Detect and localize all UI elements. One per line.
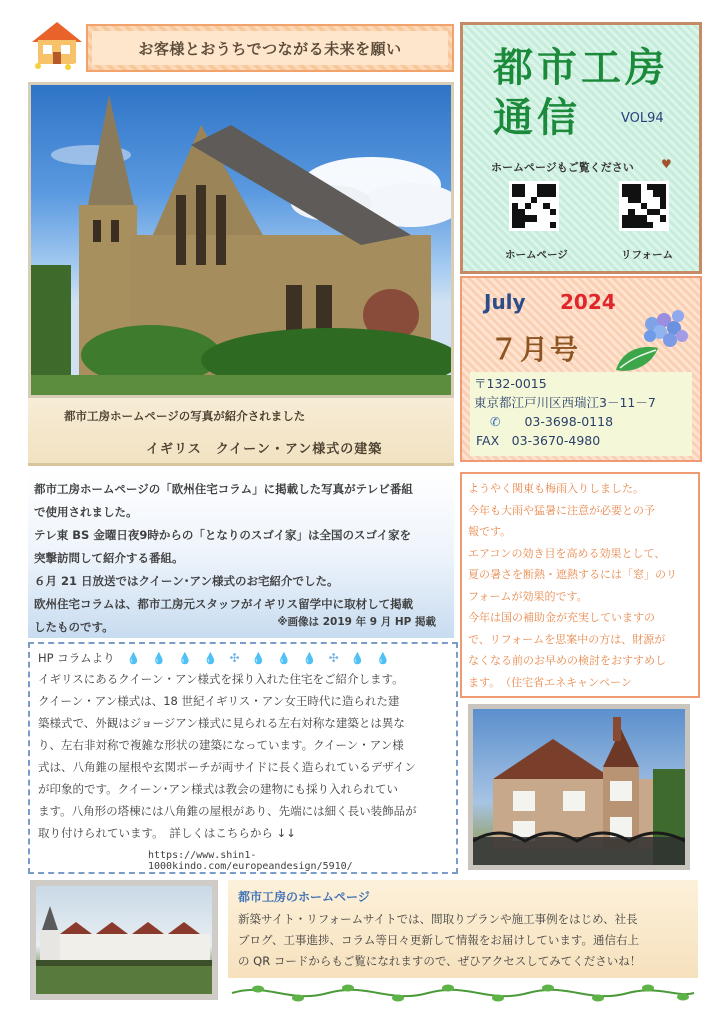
qr-code-homepage[interactable]: [509, 181, 559, 231]
slogan-banner: [86, 24, 454, 72]
volume-number: VOL94: [621, 111, 664, 126]
promo-body: [238, 909, 688, 972]
caption-main: イギリス クイーン・アン様式の建築: [146, 442, 383, 457]
raindrop-icon: 💧: [203, 651, 218, 665]
image-note: ※画像は 2019 年 9 月 HP 掲載: [277, 616, 436, 628]
fax: FAX 03-3670-4980: [476, 433, 601, 448]
contact-box: [470, 372, 692, 456]
season-line: エアコンの効き目を高める効果として、: [468, 546, 666, 560]
street-houses-photo: [30, 880, 218, 1000]
hp-column-body: [38, 668, 448, 844]
raindrop-icon: 💧: [126, 651, 141, 665]
raindrop-icon: 💧: [302, 651, 317, 665]
promo-line: 新築サイト・リフォームサイトでは、間取りプランや施工事例をはじめ、社長: [238, 912, 638, 926]
season-line: で、リフォームを思案中の方は、財源が: [468, 632, 666, 646]
hp-line: り、左右非対称で複雑な形状の建築になっています。クイーン・アン様: [38, 738, 404, 752]
qr-code-reform[interactable]: [619, 181, 669, 231]
hp-line: が印象的です。クイーン･アン様式は教会の建物にも採り入れられてい: [38, 782, 399, 796]
house-logo: [30, 20, 84, 70]
homepage-promo: [228, 880, 698, 978]
season-line: ます。 （住宅省エネキャンペーン: [468, 675, 632, 689]
tv-line: テレ東 BS 金曜日夜9時からの「となりのスゴイ家」は全国のスゴイ家を: [34, 528, 412, 542]
tv-line: したものです。: [34, 620, 114, 634]
newsletter-title: 都市工房 通信: [493, 45, 669, 141]
queen-anne-house-photo: [468, 704, 690, 870]
newsletter-title-box: [460, 22, 702, 274]
sparkle-icon: ✣: [229, 651, 240, 665]
phone-icon: ✆: [490, 414, 501, 429]
address: 東京都江戸川区西瑞江3－11－7: [474, 395, 656, 410]
see-homepage-text: ホームページもご覧ください: [491, 161, 634, 174]
season-line: 今年も大雨や猛暑に注意が必要との予: [468, 503, 655, 517]
season-line: ようやく関東も梅雨入りしました。: [468, 482, 644, 495]
raindrop-icon: 💧: [376, 651, 391, 665]
hp-line: 取り付けられています。 詳しくはこちらから ↓↓: [38, 826, 296, 840]
tv-line: ６月 21 日放送ではクイーン･アン様式のお宅紹介でした。: [34, 574, 339, 588]
heart-icon: ♥: [661, 157, 672, 171]
promo-title: 都市工房のホームページ: [238, 890, 370, 904]
issue-year: 2024: [560, 290, 616, 314]
hp-line: イギリスにあるクイーン・アン様式を採り入れた住宅をご紹介します。: [38, 672, 404, 686]
caption-top: 都市工房ホームページの写真が紹介されました: [64, 409, 306, 423]
season-message: [460, 472, 700, 698]
hp-column-url[interactable]: https://www.shin1-1000kindo.com/europeandesign/5910/: [148, 850, 353, 872]
season-line: 今年は国の補助金が充実していますの: [468, 611, 655, 624]
tv-line: 欧州住宅コラムは、都市工房元スタッフがイギリス留学中に取材して掲載: [34, 597, 414, 611]
season-line: なくなる前のお早めの検討をおすすめし: [468, 654, 667, 667]
hp-line: 築様式で、外観はジョージアン様式に見られる左右対称な建築とは異な: [38, 716, 405, 730]
season-line: 夏の暑さを断熱・遮熱するには「窓」のリ: [468, 568, 677, 581]
promo-line: ブログ、工事進捗、コラム等日々更新して情報をお届けしています。通信右上: [238, 933, 640, 947]
promo-line: の QR コードからもご覧になれますので、ぜひアクセスしてみてくださいね！: [238, 954, 642, 968]
church-photo: [28, 82, 454, 398]
vine-decoration: [228, 980, 698, 1006]
tv-line: で使用されました。: [34, 505, 138, 519]
season-line: フォームが効果的です。: [468, 589, 588, 603]
hp-line: 式は、八角錐の屋根や玄関ポーチが両サイドに長く造られているデザイン: [38, 760, 416, 774]
postal-code: 〒132-0015: [474, 376, 547, 391]
sparkle-icon: ✣: [328, 651, 339, 665]
telephone-row: [474, 412, 688, 431]
hp-column: [28, 642, 458, 874]
tv-line: 突撃訪問して紹介する番組。: [34, 551, 184, 565]
raindrop-icon: 💧: [152, 651, 167, 665]
raindrop-icon: 💧: [277, 651, 291, 665]
hp-column-heading: HP コラムより: [38, 651, 115, 665]
hp-column-heading-row: [38, 650, 448, 666]
season-line: 報です。: [468, 525, 512, 538]
tv-article: [28, 470, 454, 638]
raindrop-icon: 💧: [350, 651, 365, 665]
telephone[interactable]: 03-3698-0118: [524, 414, 614, 429]
slogan-text: お客様とおうちでつながる未来を願い: [92, 31, 448, 65]
issue-box: [460, 276, 702, 462]
hp-line: クイーン・アン様式は、18 世紀イギリス・アン女王時代に造られた建: [38, 694, 400, 708]
hydrangea-icon: [612, 304, 692, 376]
raindrop-icon: 💧: [251, 651, 266, 665]
month-english: July: [484, 290, 526, 314]
month-japanese: ７月号: [490, 333, 581, 366]
hp-line: ます。八角形の塔棟には八角錐の屋根があり、先端には細く長い装飾品が: [38, 804, 417, 818]
qr-reform-label: リフォーム: [621, 249, 673, 261]
tv-line: 都市工房ホームページの「欧州住宅コラム」に掲載した写真がテレビ番組: [34, 482, 413, 496]
photo-caption: [28, 398, 454, 466]
qr-homepage-label: ホームページ: [505, 249, 568, 261]
raindrop-icon: 💧: [178, 651, 192, 665]
